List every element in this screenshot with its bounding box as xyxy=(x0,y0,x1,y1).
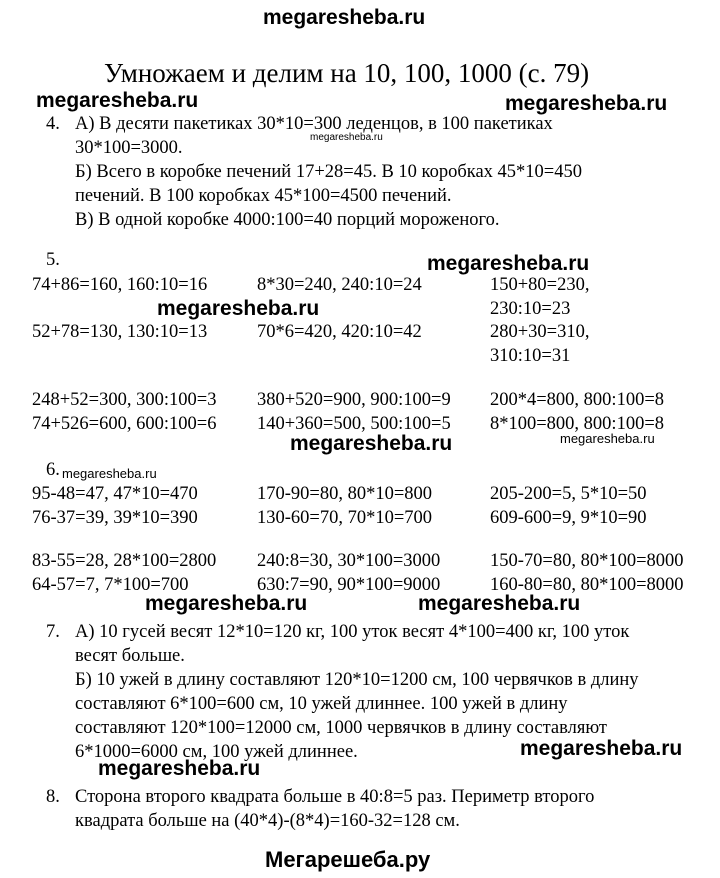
task5-cell: 74+526=600, 600:100=6 xyxy=(32,414,217,434)
task6-cell: 240:8=30, 30*100=3000 xyxy=(257,551,441,571)
task5-cell: 52+78=130, 130:10=13 xyxy=(32,322,208,342)
task5-cell: 380+520=900, 900:100=9 xyxy=(257,390,451,410)
watermark: megaresheba.ru xyxy=(157,297,320,320)
task5-cell: 310:10=31 xyxy=(490,346,571,366)
task8-number: 8. xyxy=(46,787,60,807)
task5-cell: 280+30=310, xyxy=(490,322,590,342)
watermark: megaresheba.ru xyxy=(145,592,308,615)
task5-number: 5. xyxy=(46,250,60,270)
task4-line: печений. В 100 коробках 45*100=4500 печений. xyxy=(75,186,452,206)
watermark: megaresheba.ru xyxy=(505,92,668,115)
task7-line: 6*1000=6000 см, 100 ужей длиннее. xyxy=(75,742,358,762)
page-title: Умножаем и делим на 10, 100, 1000 (с. 79) xyxy=(104,58,590,88)
task6-cell: 130-60=70, 70*10=700 xyxy=(257,508,433,528)
watermark: megaresheba.ru xyxy=(310,132,383,143)
task8-line: Сторона второго квадрата больше в 40:8=5 раз. Периметр второго xyxy=(75,787,595,807)
task5-cell: 8*100=800, 800:100=8 xyxy=(490,414,665,434)
task5-cell: 150+80=230, xyxy=(490,275,590,295)
task4-line: 30*100=3000. xyxy=(75,138,183,158)
task6-cell: 160-80=80, 80*100=8000 xyxy=(490,575,684,595)
task6-cell: 150-70=80, 80*100=8000 xyxy=(490,551,684,571)
task4-line: А) В десяти пакетиках 30*10=300 леденцов, в 100 пакетиках xyxy=(75,114,553,134)
watermark: megaresheba.ru xyxy=(98,757,261,780)
task7-line: составляют 6*100=600 см, 10 ужей длиннее. 100 ужей в длину xyxy=(75,694,568,714)
task6-cell: 630:7=90, 90*100=9000 xyxy=(257,575,441,595)
task5-cell: 230:10=23 xyxy=(490,299,571,319)
header-watermark: megaresheba.ru xyxy=(263,6,426,29)
watermark: megaresheba.ru xyxy=(520,737,683,760)
task6-cell: 95-48=47, 47*10=470 xyxy=(32,484,198,504)
task5-cell: 200*4=800, 800:100=8 xyxy=(490,390,665,410)
watermark: megaresheba.ru xyxy=(560,431,655,446)
task7-line: весят больше. xyxy=(75,646,185,666)
watermark: megaresheba.ru xyxy=(418,592,581,615)
task6-cell: 76-37=39, 39*10=390 xyxy=(32,508,198,528)
task6-cell: 205-200=5, 5*10=50 xyxy=(490,484,647,504)
footer-watermark: Мегарешеба.ру xyxy=(265,847,431,872)
task5-cell: 140+360=500, 500:100=5 xyxy=(257,414,451,434)
task7-line: Б) 10 ужей в длину составляют 120*10=1200 см, 100 червячков в длину xyxy=(75,670,639,690)
task6-number: 6. xyxy=(46,460,60,480)
task5-cell: 8*30=240, 240:10=24 xyxy=(257,275,422,295)
task5-cell: 70*6=420, 420:10=42 xyxy=(257,322,422,342)
task4-line: В) В одной коробке 4000:100=40 порций мороженого. xyxy=(75,210,500,230)
task4-line: Б) Всего в коробке печений 17+28=45. В 10 коробках 45*10=450 xyxy=(75,162,582,182)
task7-line: составляют 120*100=12000 см, 1000 червячков в длину составляют xyxy=(75,718,607,738)
task5-cell: 248+52=300, 300:100=3 xyxy=(32,390,217,410)
watermark: megaresheba.ru xyxy=(427,252,590,275)
task7-number: 7. xyxy=(46,622,60,642)
watermark: megaresheba.ru xyxy=(62,466,157,481)
task6-cell: 64-57=7, 7*100=700 xyxy=(32,575,189,595)
task8-line: квадрата больше на (40*4)-(8*4)=160-32=128 см. xyxy=(75,811,460,831)
task5-cell: 74+86=160, 160:10=16 xyxy=(32,275,208,295)
task7-line: А) 10 гусей весят 12*10=120 кг, 100 уток весят 4*100=400 кг, 100 уток xyxy=(75,622,630,642)
task6-cell: 83-55=28, 28*100=2800 xyxy=(32,551,217,571)
watermark: megaresheba.ru xyxy=(36,89,199,112)
task6-cell: 609-600=9, 9*10=90 xyxy=(490,508,647,528)
task6-cell: 170-90=80, 80*10=800 xyxy=(257,484,433,504)
watermark: megaresheba.ru xyxy=(290,432,453,455)
task4-number: 4. xyxy=(46,114,60,134)
